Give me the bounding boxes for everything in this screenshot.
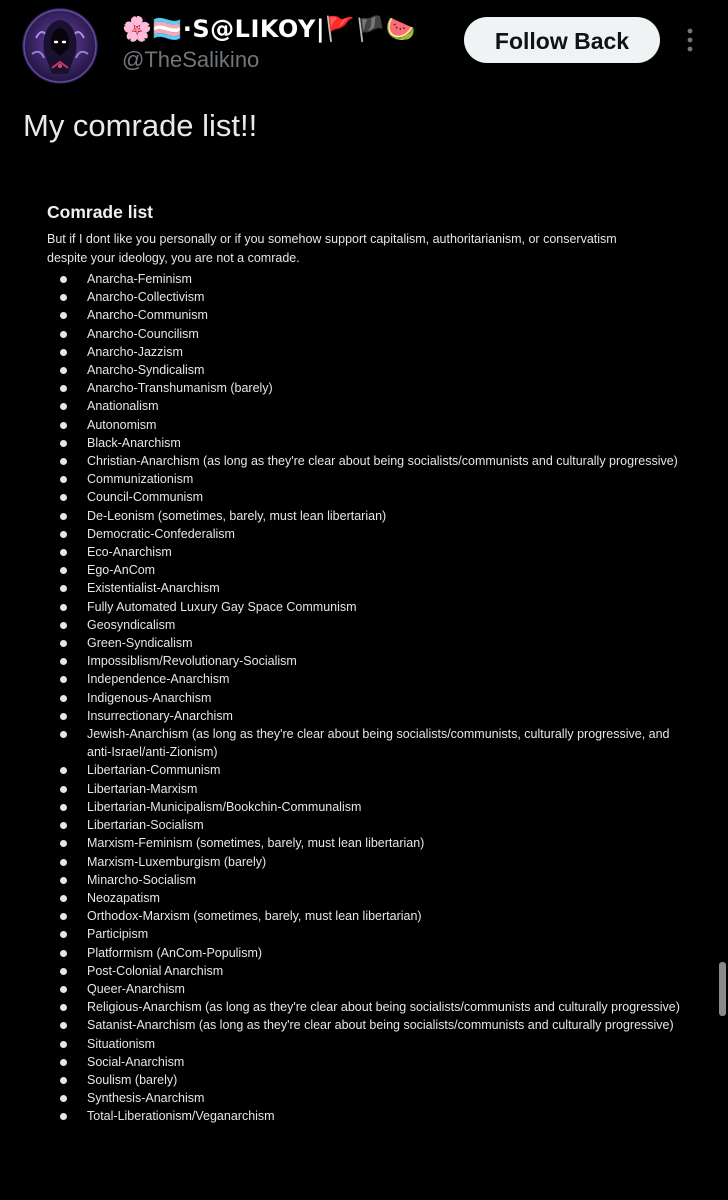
list-item	[47, 980, 687, 998]
list-item	[47, 543, 687, 561]
list-item-text: De-Leonism (sometimes, barely, must lean libertarian)	[87, 508, 387, 523]
bullet-icon	[60, 640, 67, 647]
bullet-icon	[60, 877, 67, 884]
list-item-text: Autonomism	[87, 417, 157, 432]
bullet-icon	[60, 585, 67, 592]
list-item-text: Ego-AnCom	[87, 563, 156, 578]
list-item	[47, 780, 687, 798]
list-item-text: Anarcho-Jazzism	[87, 344, 183, 359]
bullet-icon	[60, 1113, 67, 1120]
list-item-text: Queer-Anarchism	[87, 981, 185, 996]
list-item-text: Jewish-Anarchism (as long as they're clear about being socialists/communists, culturally progressive, and anti-Israel/anti-Zionism)	[87, 727, 670, 760]
follow-back-button[interactable]: Follow Back	[464, 17, 660, 63]
bullet-icon	[60, 331, 67, 338]
list-item	[47, 598, 687, 616]
list-item	[47, 507, 687, 525]
list-item	[47, 325, 687, 343]
bullet-icon	[60, 476, 67, 483]
list-item	[47, 889, 687, 907]
list-item	[47, 288, 687, 306]
bullet-icon	[60, 804, 67, 811]
bullet-icon	[60, 1041, 67, 1048]
list-item-text: Marxism-Feminism (sometimes, barely, must lean libertarian)	[87, 836, 425, 851]
list-item-text: Fully Automated Luxury Gay Space Communism	[87, 599, 357, 614]
list-item-text: Christian-Anarchism (as long as they're clear about being socialists/communists and culturally progressive)	[87, 454, 678, 469]
bullet-icon	[60, 385, 67, 392]
list-item-text: Orthodox-Marxism (sometimes, barely, must lean libertarian)	[87, 909, 422, 924]
list-item	[47, 397, 687, 415]
list-item-text: Synthesis-Anarchism	[87, 1091, 205, 1106]
list-item	[47, 379, 687, 397]
list-item	[47, 1016, 687, 1034]
bullet-icon	[60, 494, 67, 501]
bullet-icon	[60, 349, 67, 356]
list-item	[47, 579, 687, 597]
list-item	[47, 270, 687, 288]
list-item	[47, 634, 687, 652]
list-item	[47, 689, 687, 707]
bullet-icon	[60, 531, 67, 538]
list-item	[47, 525, 687, 543]
document-title: Comrade list	[47, 202, 153, 222]
list-item-text: Anarcho-Collectivism	[87, 290, 205, 305]
list-item	[47, 306, 687, 324]
list-item-text: Impossiblism/Revolutionary-Socialism	[87, 654, 297, 669]
bullet-icon	[60, 713, 67, 720]
list-item	[47, 962, 687, 980]
bullet-icon	[60, 276, 67, 283]
list-item	[47, 416, 687, 434]
author-handle[interactable]: @TheSalikino	[122, 47, 260, 72]
bullet-icon	[60, 676, 67, 683]
list-item-text: Anarcho-Transhumanism (barely)	[87, 381, 273, 396]
list-item-text: Anarcha-Feminism	[87, 272, 192, 286]
list-item-text: Religious-Anarchism (as long as they're clear about being socialists/communists and culturally progressive)	[87, 1000, 680, 1015]
list-item	[47, 998, 687, 1016]
bullet-icon	[60, 1077, 67, 1084]
list-item	[47, 707, 687, 725]
avatar[interactable]	[22, 8, 98, 84]
author-info	[122, 14, 416, 74]
list-item	[47, 725, 687, 761]
list-item-text: Black-Anarchism	[87, 435, 181, 450]
bullet-icon	[60, 895, 67, 902]
list-item-text: Indigenous-Anarchism	[87, 690, 212, 705]
list-item	[47, 652, 687, 670]
bullet-icon	[60, 1004, 67, 1011]
list-item-text: Situationism	[87, 1036, 156, 1051]
bullet-icon	[60, 312, 67, 319]
list-item-text: Libertarian-Marxism	[87, 781, 198, 796]
bullet-icon	[60, 950, 67, 957]
bullet-icon	[60, 840, 67, 847]
bullet-icon	[60, 440, 67, 447]
list-item	[47, 1107, 687, 1125]
attached-document-image[interactable]	[47, 200, 697, 1126]
list-item-text: Eco-Anarchism	[87, 545, 172, 560]
list-item-text: Libertarian-Socialism	[87, 818, 204, 833]
list-item	[47, 616, 687, 634]
list-item-text: Insurrectionary-Anarchism	[87, 708, 233, 723]
bullet-icon	[60, 422, 67, 429]
list-item-text: Libertarian-Communism	[87, 763, 221, 778]
bullet-icon	[60, 622, 67, 629]
list-item	[47, 853, 687, 871]
list-item	[47, 470, 687, 488]
list-item-text: Anarcho-Communism	[87, 308, 208, 323]
bullet-icon	[60, 986, 67, 993]
list-item-text: Existentialist-Anarchism	[87, 581, 220, 596]
list-item	[47, 834, 687, 852]
list-item-text: Green-Syndicalism	[87, 636, 193, 651]
bullet-icon	[60, 458, 67, 465]
document-intro: But if I dont like you personally or if you somehow support capitalism, authoritarianism, or conservatism despite your ideology, you are not a comrade.	[47, 232, 617, 265]
tweet-text: My comrade list!!	[23, 108, 258, 143]
list-item	[47, 816, 687, 834]
list-item-text: Communizationism	[87, 472, 194, 487]
list-item-text: Post-Colonial Anarchism	[87, 963, 224, 978]
bullet-icon	[60, 658, 67, 665]
bullet-icon	[60, 859, 67, 866]
scrollbar-thumb[interactable]	[719, 962, 726, 1016]
list-item-text: Anationalism	[87, 399, 159, 414]
list-item-text: Democratic-Confederalism	[87, 526, 235, 541]
list-item-text: Platformism (AnCom-Populism)	[87, 945, 263, 960]
list-item	[47, 561, 687, 579]
list-item	[47, 343, 687, 361]
bullet-icon	[60, 695, 67, 702]
author-display-name[interactable]: 🌸🏳️‍⚧️·S@LIKOY|🚩🏴🍉	[122, 15, 417, 43]
list-item	[47, 1053, 687, 1071]
list-item-text: Soulism (barely)	[87, 1072, 178, 1087]
list-item-text: Total-Liberationism/Veganarchism	[87, 1109, 275, 1124]
bullet-icon	[60, 1059, 67, 1066]
bullet-icon	[60, 731, 67, 738]
list-item	[47, 1071, 687, 1089]
list-item-text: Geosyndicalism	[87, 617, 176, 632]
bullet-icon	[60, 931, 67, 938]
bullet-icon	[60, 913, 67, 920]
bullet-icon	[60, 294, 67, 301]
bullet-icon	[60, 1095, 67, 1102]
list-item-text: Anarcho-Councilism	[87, 326, 199, 341]
list-item	[47, 670, 687, 688]
list-item-text: Anarcho-Syndicalism	[87, 363, 205, 378]
list-item-text: Independence-Anarchism	[87, 672, 230, 687]
bullet-icon	[60, 567, 67, 574]
list-item	[47, 361, 687, 379]
bullet-icon	[60, 767, 67, 774]
bullet-icon	[60, 968, 67, 975]
list-item-text: Marxism-Luxemburgism (barely)	[87, 854, 267, 869]
list-item	[47, 434, 687, 452]
list-item-text: Satanist-Anarchism (as long as they're clear about being socialists/communists and culturally progressive)	[87, 1018, 674, 1033]
list-item	[47, 798, 687, 816]
list-item-text: Social-Anarchism	[87, 1054, 185, 1069]
bullet-icon	[60, 403, 67, 410]
bullet-icon	[60, 786, 67, 793]
bullet-icon	[60, 604, 67, 611]
list-item-text: Neozapatism	[87, 890, 160, 905]
tweet-header	[0, 0, 728, 100]
list-item-text: Participism	[87, 927, 149, 942]
bullet-icon	[60, 822, 67, 829]
list-item	[47, 871, 687, 889]
comrade-list	[47, 270, 697, 1126]
list-item	[47, 925, 687, 943]
list-item	[47, 907, 687, 925]
bullet-icon	[60, 549, 67, 556]
list-item	[47, 488, 687, 506]
bullet-icon	[60, 1022, 67, 1029]
bullet-icon	[60, 367, 67, 374]
list-item-text: Libertarian-Municipalism/Bookchin-Communalism	[87, 799, 362, 814]
list-item	[47, 944, 687, 962]
list-item	[47, 452, 687, 470]
bullet-icon	[60, 513, 67, 520]
vertical-ellipsis-icon[interactable]	[678, 26, 702, 54]
list-item	[47, 1035, 687, 1053]
hooded-figure-icon	[22, 8, 98, 84]
list-item	[47, 1089, 687, 1107]
list-item-text: Council-Communism	[87, 490, 203, 505]
list-item	[47, 761, 687, 779]
list-item-text: Minarcho-Socialism	[87, 872, 197, 887]
